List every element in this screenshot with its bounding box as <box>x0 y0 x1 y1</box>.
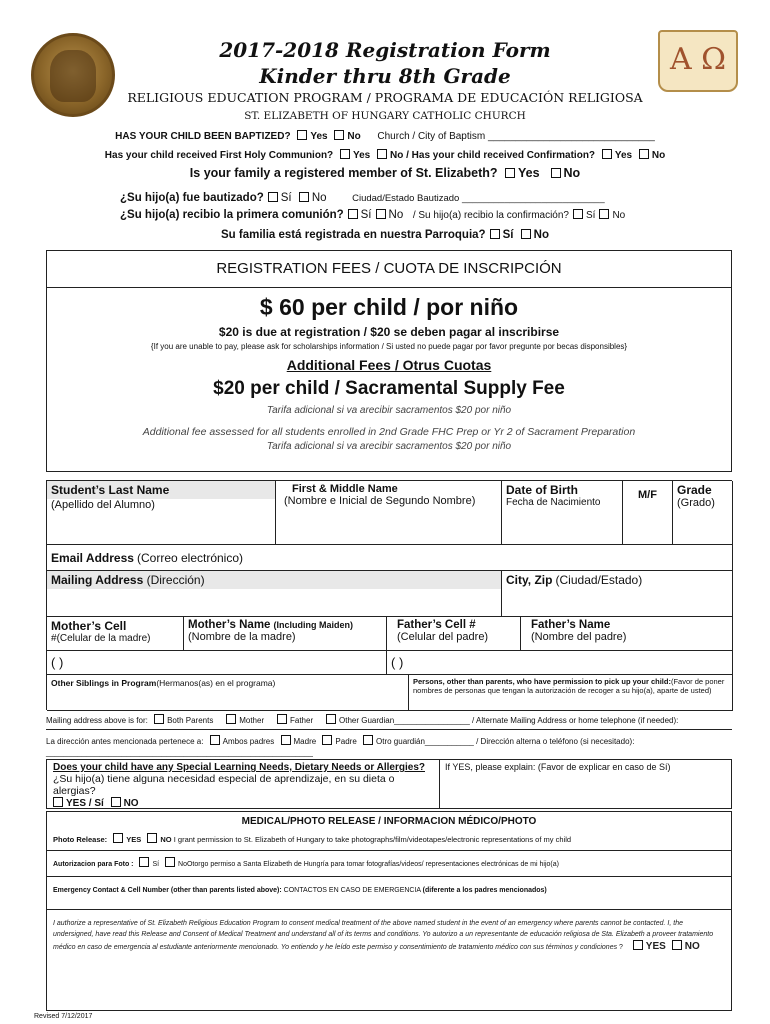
es-communion-no-checkbox[interactable] <box>376 209 386 219</box>
baptized-row: HAS YOUR CHILD BEEN BAPTIZED? Yes No Church / City of Baptism ______________________________ <box>115 131 655 142</box>
release-heading: MEDICAL/PHOTO RELEASE / INFORMACION MÉDICO/PHOTO <box>241 816 537 827</box>
mother-phone-input[interactable]: ( ) <box>47 651 387 675</box>
mf-cell[interactable]: M/F <box>623 481 673 545</box>
scholarship-note: {If you are unable to pay, please ask for scholarships information / Si usted no puede pagar por favor pregunte por becas disponsibles} <box>150 342 628 351</box>
communion-yes-checkbox[interactable] <box>340 149 350 159</box>
program-name: RELIGIOUS EDUCATION PROGRAM / PROGRAMA DE EDUCACIÓN RELIGIOSA <box>127 90 643 105</box>
consent-no-checkbox[interactable] <box>672 940 682 950</box>
form-subtitle: Kinder thru 8th Grade <box>259 64 511 88</box>
form-title: 2017-2018 Registration Form <box>219 38 551 62</box>
special-no-checkbox[interactable] <box>111 797 121 807</box>
es-communion-si-checkbox[interactable] <box>348 209 358 219</box>
confirmation-yes-checkbox[interactable] <box>602 149 612 159</box>
father-phone-input[interactable]: ( ) <box>387 651 733 675</box>
special-needs-box <box>46 759 732 809</box>
foto-si-checkbox[interactable] <box>139 857 149 867</box>
emergency-contact-field[interactable]: Emergency Contact & Cell Number (other than parents listed above): CONTACTOS EN CASO DE EMERGENCIA (diferente a los padres mencionados) <box>53 887 547 894</box>
pickup-cell[interactable]: Persons, other than parents, who have permission to pick up your child:(Favor de poner nombres de personas que tengan la autorización de recoger a su hijo(a), aparte de usted) <box>409 675 733 711</box>
es-communion-row: ¿Su hijo(a) recibio la primera comunión? Sí No / Su hijo(a) recibio la confirmación? Sí No <box>120 209 626 221</box>
foto-no-checkbox[interactable] <box>165 857 175 867</box>
baptized-no-checkbox[interactable] <box>334 130 344 140</box>
es-baptized-no-checkbox[interactable] <box>299 192 309 202</box>
fees-box <box>46 250 732 472</box>
es-mailing-for-row: La dirección antes mencionada pertenece a: Ambos padres Madre Padre Otro guardián___________ / Dirección alterna o teléfono (si necesitado): ____________________________________________________________ <box>46 737 635 757</box>
photo-yes-checkbox[interactable] <box>113 833 123 843</box>
city-cell[interactable]: City, Zip (Ciudad/Estado) <box>502 571 733 617</box>
father-cell-cell[interactable]: Father’s Cell # (Celular del padre) <box>387 617 521 651</box>
mailing-for-row: Mailing address above is for: Both Parents Mother Father Other Guardian_________________ / Alternate Mailing Address or home telephone (if needed): <box>46 716 679 725</box>
es-confirmation-si-checkbox[interactable] <box>573 209 583 219</box>
sacramental-fee: $20 per child / Sacramental Supply Fee <box>213 378 565 399</box>
grade-cell[interactable]: Grade (Grado) <box>673 481 733 545</box>
es-baptized-si-checkbox[interactable] <box>268 192 278 202</box>
es-otro-checkbox[interactable] <box>363 735 373 745</box>
first-name-cell[interactable]: First & Middle Name (Nombre e Inicial de Segundo Nombre) <box>276 481 502 545</box>
other-guardian-checkbox[interactable] <box>326 714 336 724</box>
father-name-cell[interactable]: Father’s Name (Nombre del padre) <box>521 617 733 651</box>
photo-release-row: Photo Release: YES NO I grant permission to St. Elizabeth of Hungary to take photographs/film/videotapes/electronic representations of my child <box>53 835 572 844</box>
confirmation-no-checkbox[interactable] <box>639 149 649 159</box>
student-table <box>46 480 732 710</box>
es-city-field[interactable]: Ciudad/Estado Bautizado ___________________________ <box>352 193 605 204</box>
fee-amount: $ 60 per child / por niño <box>259 294 519 320</box>
email-cell[interactable]: Email Address (Correo electrónico) <box>47 545 733 571</box>
family-yes-checkbox[interactable] <box>505 168 515 178</box>
special-yes-checkbox[interactable] <box>53 797 63 807</box>
assessed-note: Additional fee assessed for all students enrolled in 2nd Grade FHC Prep or Yr 2 of Sacrament Preparation <box>142 426 636 438</box>
additional-fees-heading: Additional Fees / Otrus Cuotas <box>286 357 492 373</box>
photo-no-checkbox[interactable] <box>147 833 157 843</box>
special-needs-question: Does your child have any Special Learning Needs, Dietary Needs or Allergies? ¿Su hijo(a) tiene alguna necesidad especial de aprendizaje, en su dieta o alergias? YES / Sí NO <box>47 760 440 808</box>
mailing-cell[interactable]: Mailing Address (Dirección) <box>47 571 502 617</box>
fees-heading: REGISTRATION FEES / CUOTA DE INSCRIPCIÓN <box>47 251 731 288</box>
family-no-checkbox[interactable] <box>551 168 561 178</box>
es-confirmation-no-checkbox[interactable] <box>599 209 609 219</box>
alternate-address-line[interactable] <box>46 729 732 730</box>
mother-cell-cell[interactable]: Mother’s Cell #(Celular de la madre) <box>47 617 184 651</box>
siblings-cell[interactable]: Other Siblings in Program(Hermanos(as) en el programa) <box>47 675 409 711</box>
es-padre-checkbox[interactable] <box>322 735 332 745</box>
consent-yes-checkbox[interactable] <box>633 940 643 950</box>
church-name: ST. ELIZABETH OF HUNGARY CATHOLIC CHURCH <box>244 110 526 122</box>
communion-row: Has your child received First Holy Communion? Yes No / Has your child received Confirmation? Yes No <box>104 150 666 161</box>
alpha-omega-book-logo: A Ω <box>658 30 738 92</box>
es-baptized-row: ¿Su hijo(a) fue bautizado? Sí No Ciudad/Estado Bautizado ___________________________ <box>120 192 605 204</box>
special-explain-field[interactable]: If YES, please explain: (Favor de explicar en caso de Sí) <box>445 762 671 772</box>
church-city-field[interactable]: Church / City of Baptism ______________________________ <box>377 131 655 142</box>
tarifa-note-1: Tarifa adicional si va arecibir sacramentos $20 por niño <box>266 405 512 416</box>
fee-due: $20 is due at registration / $20 se deben pagar al inscribirse <box>218 325 560 339</box>
both-parents-checkbox[interactable] <box>154 714 164 724</box>
last-name-cell[interactable]: Student’s Last Name (Apellido del Alumno) <box>47 481 276 545</box>
mother-checkbox[interactable] <box>226 714 236 724</box>
foto-auth-row: Autorizacion para Foto : Sí NoOtorgo permiso a Santa Elizabeth de Hungría para tomar fotografías/videos/ representaciones electrónicas de mi hijo(a) <box>53 857 725 868</box>
dob-cell[interactable]: Date of Birth Fecha de Nacimiento <box>502 481 623 545</box>
family-row: Is your family a registered member of St. Elizabeth? Yes No <box>189 166 581 180</box>
release-box <box>46 811 732 1011</box>
es-family-no-checkbox[interactable] <box>521 229 531 239</box>
revised-date: Revised 7/12/2017 <box>34 1013 93 1020</box>
mother-name-cell[interactable]: Mother’s Name (Including Maiden) (Nombre de la madre) <box>184 617 387 651</box>
es-madre-checkbox[interactable] <box>281 735 291 745</box>
es-family-row: Su familia está registrada en nuestra Parroquia? Sí No <box>220 229 549 241</box>
communion-no-checkbox[interactable] <box>377 149 387 159</box>
medical-consent-text: I authorize a representative of St. Elizabeth Religious Education Program to consent medical treatment of the above named student in the event of an emergency where parents cannot be contacted. I, the undersigned, have read this Release and Consent of Medical Treatment and understand all of its terms and conditions. Yo autorizo a un representante de educación religiosa de Sta. Elizabeth a proveer tratamiento médico en caso de emergencia al estudiante anteriormente mencionado. Yo entiendo y he leído este permiso y consentimiento de tratamiento médico con sus términos y condiciones ? YES NO <box>53 920 714 952</box>
baptized-yes-checkbox[interactable] <box>297 130 307 140</box>
es-ambos-checkbox[interactable] <box>210 735 220 745</box>
tarifa-note-2: Tarifa adicional si va arecibir sacramentos $20 por niño <box>266 441 512 452</box>
father-checkbox[interactable] <box>277 714 287 724</box>
es-family-si-checkbox[interactable] <box>490 229 500 239</box>
